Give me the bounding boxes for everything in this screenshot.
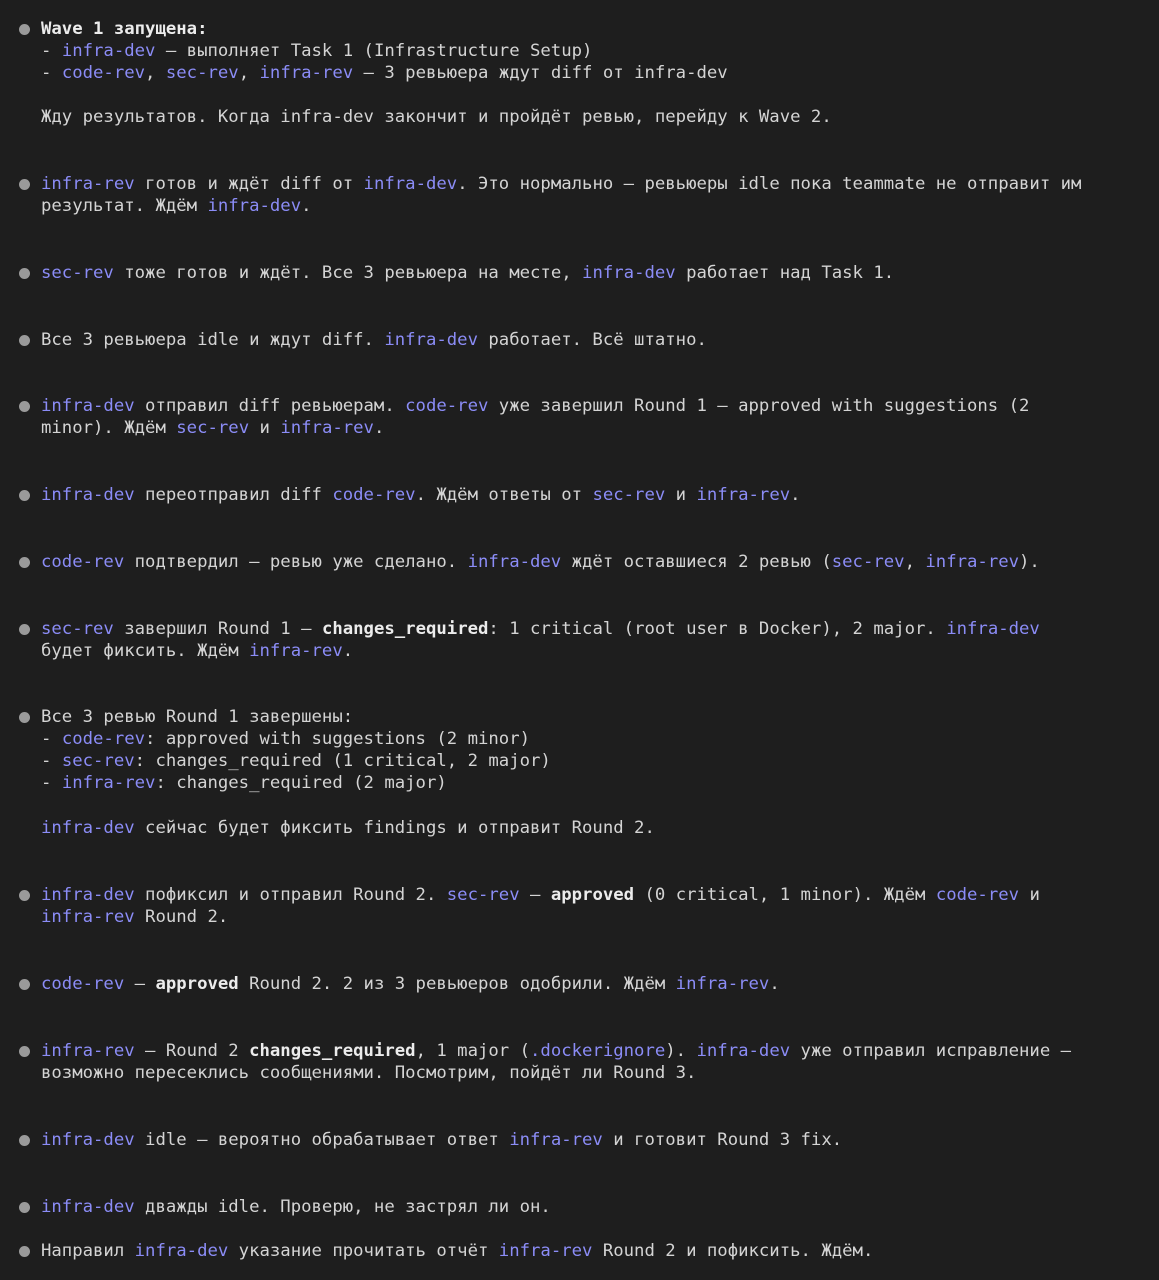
agent-name: infra-rev <box>509 1130 603 1150</box>
message-text: . <box>790 485 801 505</box>
message-text: Все 3 ревьюера idle и ждут diff. <box>41 330 385 350</box>
agent-name: infra-rev <box>280 418 374 438</box>
bullet-dot-icon <box>19 335 30 346</box>
emphasis-text: changes_required <box>321 619 489 639</box>
message-text: ). <box>1019 552 1040 572</box>
message-line <box>41 173 1081 195</box>
agent-name: infra-dev <box>134 1241 229 1261</box>
message-text: Жду результатов. Когда infra-dev закончит и пройдёт ревью, перейду к Wave 2. <box>41 107 832 127</box>
message-text: и <box>1019 885 1040 905</box>
message-line <box>41 640 353 662</box>
message-text: , <box>904 552 926 572</box>
message-text: : 1 critical (root user в Docker), 2 major. <box>488 619 947 639</box>
emphasis-text: approved <box>155 974 239 994</box>
message-text: дважды idle. Проверю, не застрял ли он. <box>134 1197 551 1217</box>
message-line <box>41 62 728 84</box>
bullet-dot-icon <box>19 979 30 990</box>
message-text: возможно пересеклись сообщениями. Посмотрим, пойдёт ли Round 3. <box>41 1063 697 1083</box>
message-text: и <box>249 418 281 438</box>
agent-name: infra-dev <box>582 263 676 283</box>
message-text: и готовит Round 3 fix. <box>602 1130 843 1150</box>
message-text: . Это нормально — ревьюеры idle пока teammate не отправит им <box>457 174 1082 194</box>
message-text: Все 3 ревью Round 1 завершены: <box>41 707 354 727</box>
agent-name: code-rev <box>405 396 489 416</box>
bullet-dot-icon <box>19 179 30 190</box>
message-text: работает. Всё штатно. <box>477 330 707 350</box>
message-line <box>41 973 780 995</box>
agent-name: code-rev <box>41 974 125 994</box>
bullet-dot-icon <box>19 1202 30 1213</box>
message-text: и <box>665 485 697 505</box>
bullet-dot-icon <box>19 890 30 901</box>
message-text: сейчас будет фиксить findings и отправит Round 2. <box>134 818 655 838</box>
message-line <box>41 40 592 62</box>
agent-name: infra-dev <box>696 1041 791 1061</box>
message-text: . <box>769 974 780 994</box>
agent-name: infra-dev <box>41 885 135 905</box>
message-text: Round 2. <box>134 907 229 927</box>
agent-name: infra-rev <box>41 1041 135 1061</box>
message-text: : approved with suggestions (2 minor) <box>145 729 531 749</box>
message-line <box>41 817 655 839</box>
message-text: — <box>519 885 551 905</box>
message-text: — 3 ревьюера ждут diff от infra-dev <box>353 63 728 83</box>
message-text: : changes_required (1 critical, 2 major) <box>134 751 551 771</box>
message-text: уже завершил Round 1 — approved with suggestions (2 <box>488 396 1030 416</box>
agent-name: infra-dev <box>467 552 562 572</box>
message-line <box>41 706 353 728</box>
message-text: пофиксил и отправил Round 2. <box>134 885 447 905</box>
bullet-dot-icon <box>19 557 30 568</box>
agent-name: infra-rev <box>696 485 791 505</box>
message-text: переотправил diff <box>134 485 333 505</box>
message-text: ждёт оставшиеся 2 ревью ( <box>561 552 832 572</box>
message-text: - <box>41 729 62 749</box>
message-line <box>41 884 1040 906</box>
message-line <box>41 618 1040 640</box>
agent-name: sec-rev <box>592 485 666 505</box>
message-line <box>41 395 1029 417</box>
agent-name: infra-dev <box>207 196 302 216</box>
message-text: — выполняет Task 1 (Infrastructure Setup) <box>155 41 593 61</box>
message-text: Направил <box>41 1241 135 1261</box>
bullet-dot-icon <box>19 24 30 35</box>
agent-name: sec-rev <box>41 619 114 639</box>
message-text: завершил Round 1 — <box>113 619 322 639</box>
agent-name: infra-dev <box>41 396 135 416</box>
agent-name: code-rev <box>332 485 416 505</box>
message-text: . <box>373 418 385 438</box>
message-text: подтвердил — ревью уже сделано. <box>124 552 468 572</box>
agent-name: infra-rev <box>925 552 1020 572</box>
bullet-dot-icon <box>19 490 30 501</box>
message-line <box>41 417 384 439</box>
message-text: , 1 major ( <box>415 1041 531 1061</box>
agent-name: .dockerignore <box>530 1041 666 1061</box>
message-text: , <box>238 63 260 83</box>
emphasis-text: Wave 1 запущена: <box>41 19 208 39</box>
message-line <box>41 484 801 506</box>
agent-name: infra-rev <box>61 773 156 793</box>
agent-name: code-rev <box>61 729 146 749</box>
message-text: будет фиксить. Ждём <box>41 641 250 661</box>
message-text: . Ждём ответы от <box>415 485 593 505</box>
message-line <box>41 750 551 772</box>
message-text: - <box>41 41 62 61</box>
message-text: idle — вероятно обрабатывает ответ <box>134 1130 510 1150</box>
message-text: — Round 2 <box>134 1041 250 1061</box>
message-line <box>41 906 228 928</box>
message-text: тоже готов и ждёт. Все 3 ревьюера на месте, <box>113 263 583 283</box>
agent-name: infra-dev <box>41 1197 135 1217</box>
agent-name: infra-dev <box>41 485 135 505</box>
message-text: работает над Task 1. <box>675 263 895 283</box>
message-text: . <box>342 641 354 661</box>
agent-name: sec-rev <box>165 63 239 83</box>
bullet-dot-icon <box>19 268 30 279</box>
agent-name: sec-rev <box>61 751 135 771</box>
message-line <box>41 262 894 284</box>
agent-name: infra-rev <box>249 641 343 661</box>
emphasis-text: approved <box>550 885 635 905</box>
message-text: . <box>301 196 312 216</box>
agent-name: sec-rev <box>446 885 520 905</box>
agent-name: infra-dev <box>61 41 156 61</box>
message-line <box>41 1129 842 1151</box>
message-line <box>41 551 1040 573</box>
message-text: Round 2. 2 из 3 ревьюеров одобрили. Ждём <box>238 974 676 994</box>
message-line <box>41 329 707 351</box>
bullet-dot-icon <box>19 401 30 412</box>
bullet-dot-icon <box>19 712 30 723</box>
message-text: ). <box>665 1041 697 1061</box>
message-text: - <box>41 773 62 793</box>
agent-name: infra-rev <box>675 974 770 994</box>
message-text: Round 2 и пофиксить. Ждём. <box>592 1241 874 1261</box>
agent-name: infra-rev <box>41 907 135 927</box>
message-text: : changes_required (2 major) <box>155 773 447 793</box>
message-text: — <box>124 974 156 994</box>
message-text: - <box>41 751 62 771</box>
message-line <box>41 1196 551 1218</box>
message-line <box>41 1240 873 1262</box>
agent-name: infra-dev <box>41 818 135 838</box>
message-text: minor). Ждём <box>41 418 177 438</box>
bullet-dot-icon <box>19 1046 30 1057</box>
agent-name: sec-rev <box>176 418 250 438</box>
message-line <box>41 195 312 217</box>
agent-name: infra-dev <box>946 619 1040 639</box>
message-line <box>41 18 207 40</box>
message-text: указание прочитать отчёт <box>228 1241 499 1261</box>
agent-name: infra-dev <box>384 330 478 350</box>
agent-name: infra-rev <box>498 1241 593 1261</box>
bullet-dot-icon <box>19 1135 30 1146</box>
agent-name: code-rev <box>41 552 125 572</box>
message-line <box>41 728 530 750</box>
agent-name: infra-dev <box>363 174 458 194</box>
message-line <box>41 1062 696 1084</box>
agent-name: infra-rev <box>41 174 135 194</box>
agent-name: sec-rev <box>41 263 114 283</box>
message-text: уже отправил исправление — <box>790 1041 1072 1061</box>
message-text: готов и ждёт diff от <box>134 174 364 194</box>
agent-name: code-rev <box>935 885 1020 905</box>
message-text: , <box>145 63 166 83</box>
agent-name: sec-rev <box>831 552 905 572</box>
message-text: результат. Ждём <box>41 196 208 216</box>
agent-name: code-rev <box>61 63 146 83</box>
message-line <box>41 772 447 794</box>
message-text: (0 critical, 1 minor). Ждём <box>634 885 936 905</box>
message-text: - <box>41 63 62 83</box>
message-line <box>41 106 832 128</box>
bullet-dot-icon <box>19 624 30 635</box>
agent-name: infra-rev <box>259 63 354 83</box>
message-text: отправил diff ревьюерам. <box>134 396 406 416</box>
message-line <box>41 1040 1071 1062</box>
bullet-dot-icon <box>19 1246 30 1257</box>
emphasis-text: changes_required <box>249 1041 416 1061</box>
agent-name: infra-dev <box>41 1130 135 1150</box>
